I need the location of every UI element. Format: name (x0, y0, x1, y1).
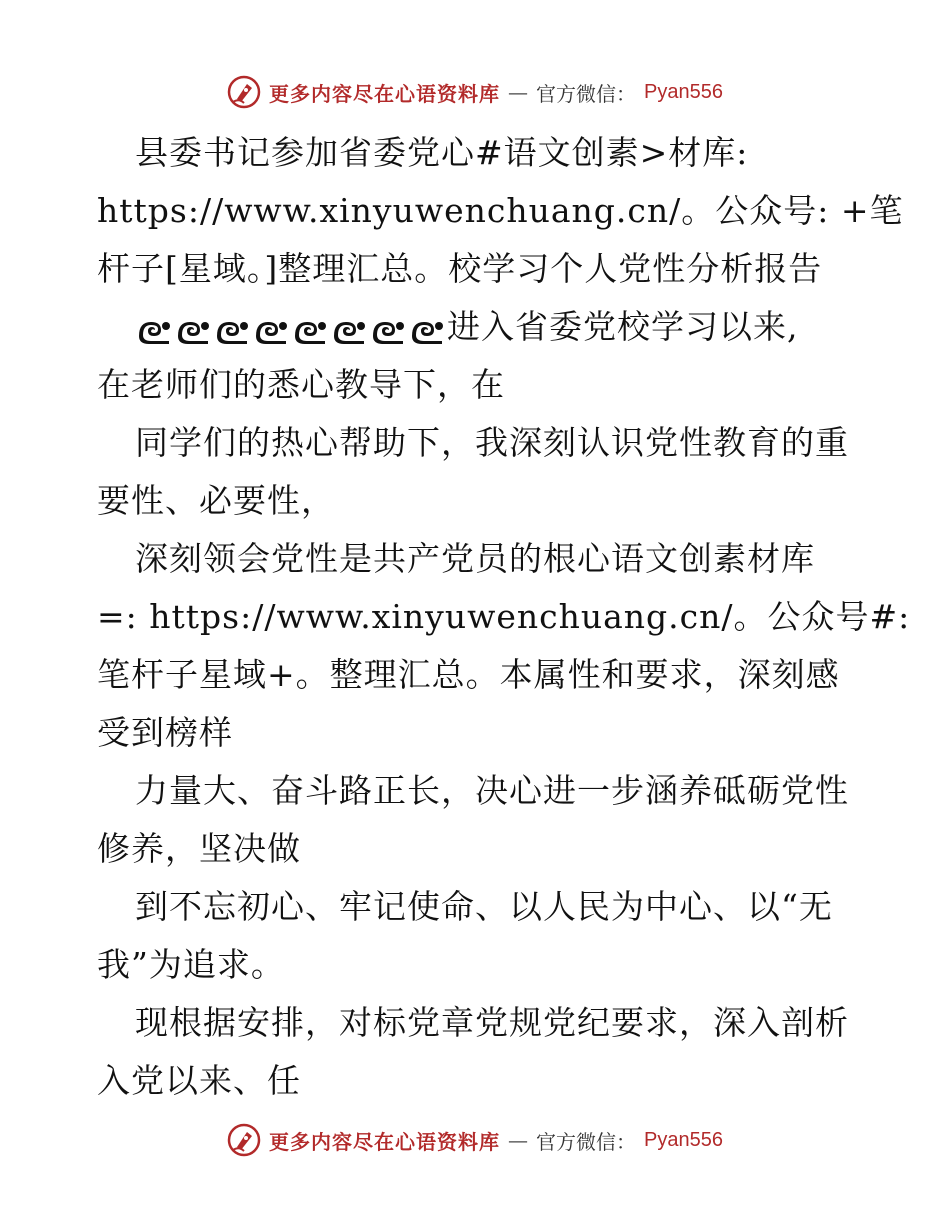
banner-dash: — (508, 80, 529, 104)
footer-banner (0, 1120, 950, 1160)
body-line: https://www.xinyuwenchuang.cn/。公众号: +笔 (97, 191, 904, 230)
banner-text: 更多内容尽在心语资料库 (269, 81, 501, 106)
body-line-with-ornaments (97, 298, 857, 356)
banner-dash: — (508, 1128, 529, 1152)
body-line: 在老师们的悉心教导下，在 (97, 365, 505, 404)
body-line: 要性、必要性， (97, 481, 335, 520)
banner-wechat-label: 官方微信： (536, 81, 637, 106)
body-line: 笔杆子星域+。整理汇总。本属性和要求，深刻感 (97, 655, 840, 694)
header-banner (0, 72, 950, 112)
body-line-text: 进入省委党校学习以来, (447, 307, 799, 346)
body-line: 杆子[星域。]整理汇总。校学习个人党性分析报告 (97, 249, 823, 288)
body-line: 力量大、奋斗路正长，决心进一步涵养砥砺党性 (135, 771, 849, 810)
body-line: 深刻领会党性是共产党员的根心语文创素材库 (135, 539, 815, 578)
document-body (97, 124, 911, 1110)
body-line: 到不忘初心、牢记使命、以人民为中心、以“无 (135, 887, 833, 926)
banner-wechat-id: Pyan556 (644, 80, 723, 103)
banner-text: 更多内容尽在心语资料库 (269, 1129, 501, 1154)
body-line: 修养，坚决做 (97, 829, 301, 868)
pen-nib-logo-icon (227, 75, 261, 109)
body-line: 现根据安排，对标党章党规党纪要求，深入剖析 (135, 1003, 849, 1042)
banner-wechat-id: Pyan556 (644, 1128, 723, 1151)
body-line: 受到榜样 (97, 713, 233, 752)
fleuron-icon (135, 300, 445, 358)
body-line: 我”为追求。 (97, 945, 285, 984)
body-line: =: https://www.xinyuwenchuang.cn/。公众号#: (97, 597, 911, 636)
body-line: 同学们的热心帮助下，我深刻认识党性教育的重 (135, 423, 849, 462)
pen-nib-logo-icon (227, 1123, 261, 1157)
body-line: 入党以来、任 (97, 1061, 301, 1100)
banner-wechat-label: 官方微信： (536, 1129, 637, 1154)
body-line: 县委书记参加省委党心#语文创素>材库: (135, 133, 749, 172)
